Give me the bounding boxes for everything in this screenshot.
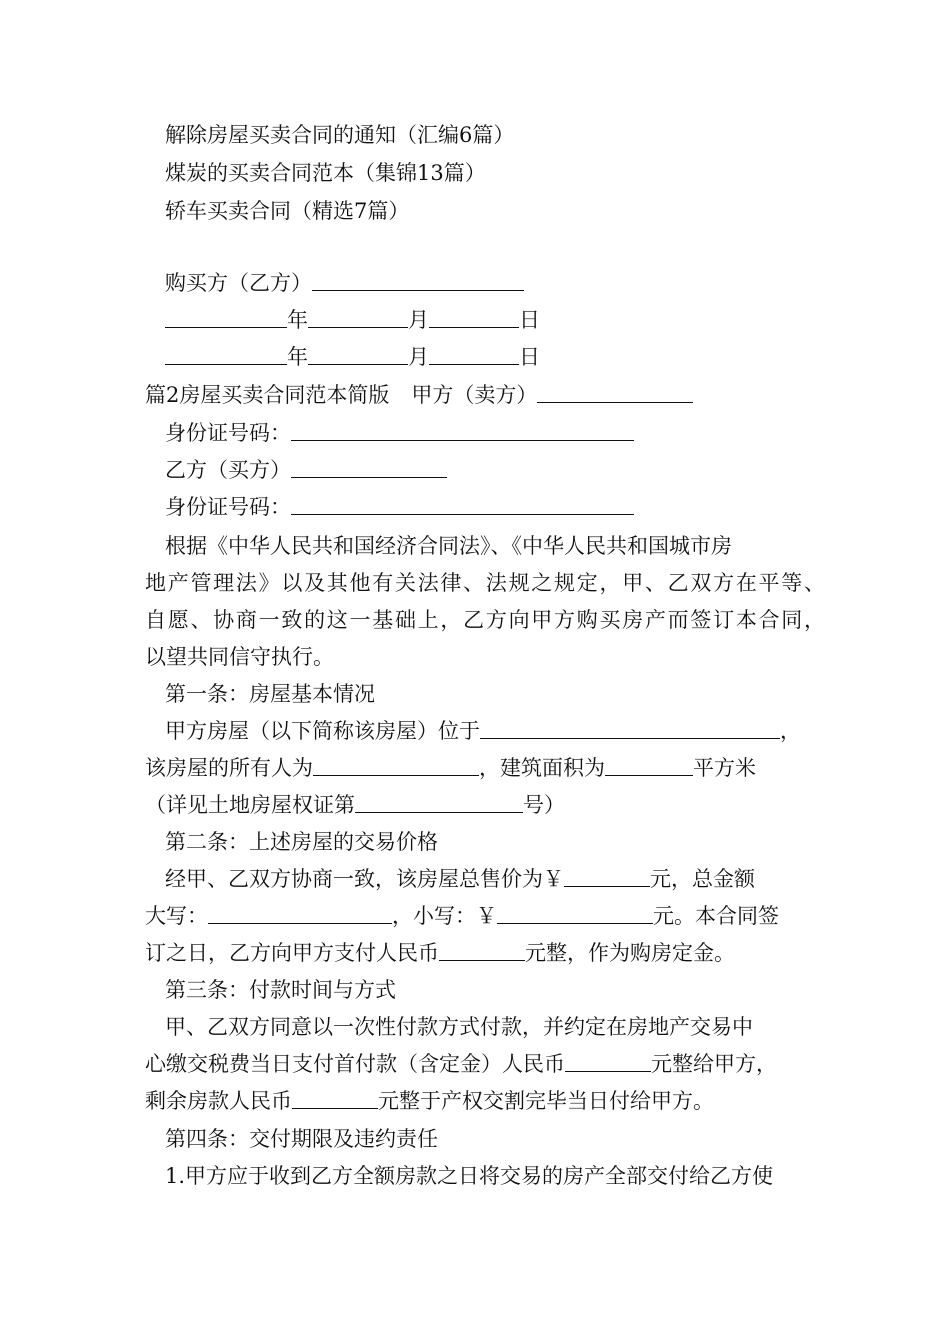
related-link-2[interactable]: 煤炭的买卖合同范本（集锦13篇） — [165, 161, 486, 185]
text: 号） — [523, 793, 565, 817]
clause-1-line-2 — [145, 753, 825, 783]
clause-2-line-3 — [145, 938, 825, 968]
party-a-label: 甲方（卖方） — [411, 383, 538, 407]
text: 剩余房款人民币 — [145, 1089, 292, 1113]
clause-2-title: 第二条：上述房屋的交易价格 — [165, 830, 438, 854]
clause-4-line-1: 1.甲方应于收到乙方全额房款之日将交易的房产全部交付给乙方使 — [165, 1164, 774, 1188]
clause-1-line-1 — [165, 716, 845, 746]
party-a-id-line — [165, 418, 845, 448]
date-line-1 — [165, 305, 845, 335]
text: ，建筑面积为 — [479, 756, 605, 780]
text: 元。本合同签 — [653, 904, 779, 928]
text: ， — [780, 719, 801, 743]
blank — [292, 1087, 378, 1109]
blank — [291, 493, 634, 515]
month-label: 月 — [408, 308, 429, 332]
blank — [480, 717, 780, 739]
preamble-line-1: 根据《中华人民共和国经济合同法》、《中华人民共和国城市房 — [165, 534, 732, 558]
text: 甲方房屋（以下简称该房屋）位于 — [165, 719, 480, 743]
clause-1-line-3 — [145, 790, 825, 820]
preamble-line-2: 地产管理法》以及其他有关法律、法规之规定，甲、乙双方在平等、 — [145, 571, 825, 595]
month-label: 月 — [408, 345, 429, 369]
clause-3-line-2 — [145, 1049, 825, 1079]
text: 大写： — [145, 904, 208, 928]
blank — [165, 306, 287, 328]
blank — [308, 306, 408, 328]
day-label: 日 — [519, 345, 540, 369]
related-link-3[interactable]: 轿车买卖合同（精选7篇） — [165, 199, 410, 223]
id-label: 身份证号码： — [165, 495, 291, 519]
id-label: 身份证号码： — [165, 421, 291, 445]
blank — [308, 343, 408, 365]
blank — [355, 791, 523, 813]
clause-2-line-1 — [165, 864, 845, 894]
party-b-label: 乙方（买方） — [165, 458, 291, 482]
clause-3-line-1: 甲、乙双方同意以一次性付款方式付款，并约定在房地产交易中 — [165, 1015, 753, 1039]
clause-4-title: 第四条：交付期限及违约责任 — [165, 1127, 438, 1151]
text: 心缴交税费当日支付首付款（含定金）人民币 — [145, 1052, 565, 1076]
preamble-line-3: 自愿、协商一致的这一基础上，乙方向甲方购买房产而签订本合同， — [145, 608, 825, 632]
clause-2-line-2 — [145, 901, 825, 931]
text: 元整于产权交割完毕当日付给甲方。 — [378, 1089, 714, 1113]
blank — [429, 343, 519, 365]
blank — [208, 902, 392, 924]
day-label: 日 — [519, 308, 540, 332]
text: 平方米 — [693, 756, 756, 780]
article-2-heading-line — [145, 380, 825, 410]
blank — [564, 865, 650, 887]
party-b-id-line — [165, 492, 845, 522]
party-b-line — [165, 455, 845, 485]
clause-1-title: 第一条：房屋基本情况 — [165, 682, 375, 706]
blank — [291, 419, 634, 441]
blank — [605, 754, 693, 776]
blank — [497, 902, 653, 924]
year-label: 年 — [287, 345, 308, 369]
text: 元，总金额 — [650, 867, 755, 891]
blank — [291, 456, 447, 478]
clause-3-title: 第三条：付款时间与方式 — [165, 978, 396, 1002]
text: 元整给甲方， — [651, 1052, 777, 1076]
preamble-line-4: 以望共同信守执行。 — [145, 645, 334, 669]
buyer-signature-line — [165, 268, 845, 298]
date-line-2 — [165, 342, 845, 372]
text: （详见土地房屋权证第 — [145, 793, 355, 817]
blank — [312, 269, 524, 291]
blank — [313, 754, 479, 776]
blank — [565, 1050, 651, 1072]
text: ，小写：￥ — [392, 904, 497, 928]
text: 该房屋的所有人为 — [145, 756, 313, 780]
clause-3-line-3 — [145, 1086, 825, 1116]
blank — [429, 306, 519, 328]
buyer-label: 购买方（乙方） — [165, 271, 312, 295]
text: 经甲、乙双方协商一致，该房屋总售价为￥ — [165, 867, 564, 891]
year-label: 年 — [287, 308, 308, 332]
related-link-1[interactable]: 解除房屋买卖合同的通知（汇编6篇） — [165, 123, 515, 147]
blank — [165, 343, 287, 365]
blank — [439, 939, 525, 961]
text: 元整，作为购房定金。 — [525, 941, 735, 965]
text: 订之日，乙方向甲方支付人民币 — [145, 941, 439, 965]
article-heading: 篇2房屋买卖合同范本简版 — [145, 383, 390, 407]
blank — [537, 381, 693, 403]
